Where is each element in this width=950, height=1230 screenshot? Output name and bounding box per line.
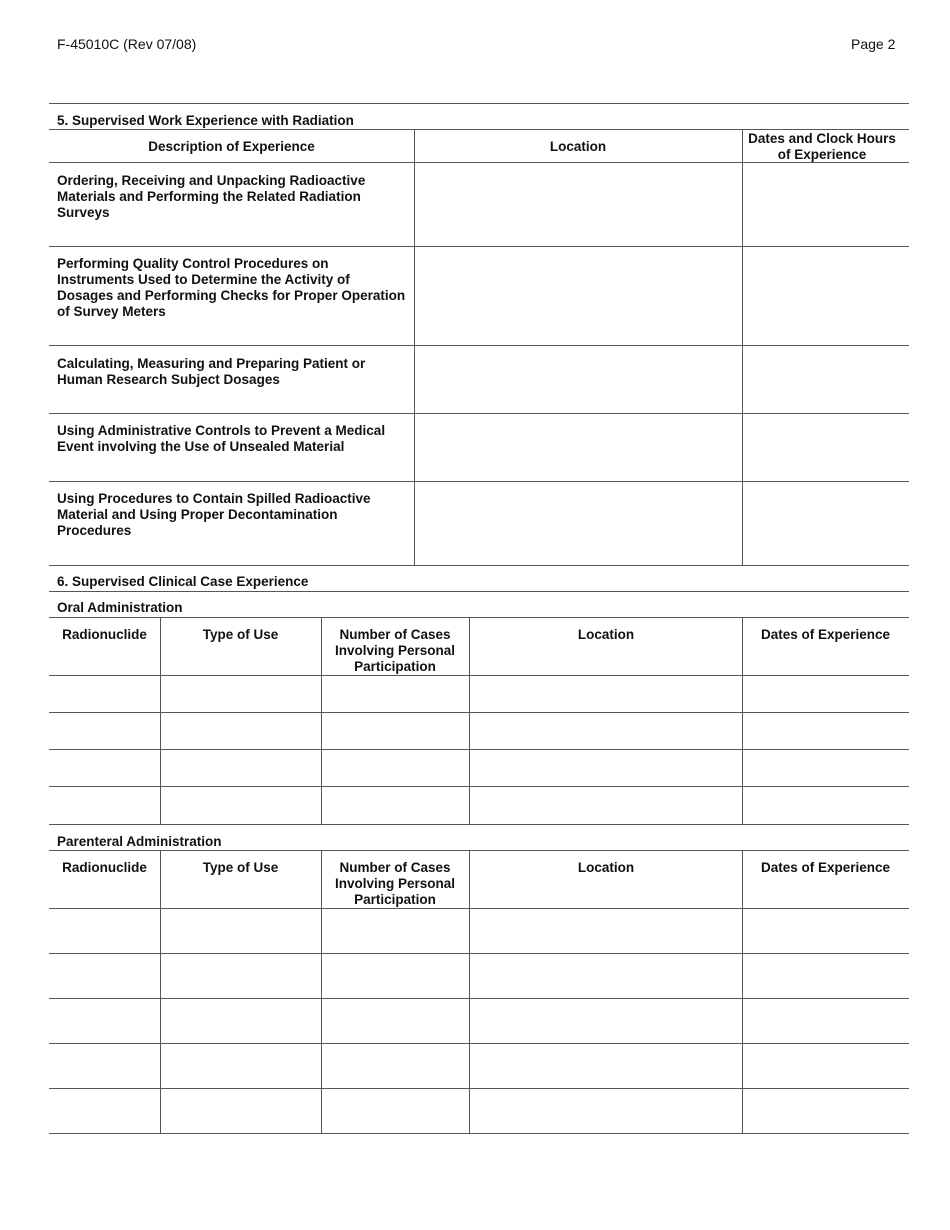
form-id: F-45010C (Rev 07/08) xyxy=(57,36,197,52)
col-header-location: Location xyxy=(549,139,607,154)
location-field[interactable] xyxy=(415,346,741,413)
dates-hours-field[interactable] xyxy=(743,247,909,345)
oral-entry-row[interactable] xyxy=(49,787,909,824)
column-divider xyxy=(414,129,415,565)
divider xyxy=(49,565,909,566)
experience-row-desc: Calculating, Measuring and Preparing Patient or Human Research Subject Dosages xyxy=(57,356,366,387)
location-field[interactable] xyxy=(415,163,741,246)
col-header-location: Location xyxy=(577,627,635,642)
col-header-radionuclide: Radionuclide xyxy=(62,860,147,875)
parenteral-entry-row[interactable] xyxy=(49,909,909,953)
dates-hours-field[interactable] xyxy=(743,414,909,481)
divider xyxy=(49,824,909,825)
experience-row-desc: Performing Quality Control Procedures on Instruments Used to Determine the Activity of Dosages and Performing Checks for Proper Operation of Survey Meters xyxy=(57,256,406,319)
location-field[interactable] xyxy=(415,414,741,481)
col-header-location: Location xyxy=(577,860,635,875)
col-header-description: Description of Experience xyxy=(148,139,315,154)
page-number: Page 2 xyxy=(851,36,896,52)
parenteral-entry-row[interactable] xyxy=(49,1089,909,1133)
oral-entry-row[interactable] xyxy=(49,713,909,749)
col-header-dates: Dates of Experience xyxy=(760,860,891,875)
oral-entry-row[interactable] xyxy=(49,750,909,786)
parenteral-entry-row[interactable] xyxy=(49,954,909,998)
parenteral-admin-title: Parenteral Administration xyxy=(57,834,222,849)
experience-row-desc: Using Procedures to Contain Spilled Radioactive Material and Using Proper Decontamination Procedures xyxy=(57,491,371,538)
oral-entry-row[interactable] xyxy=(49,676,909,712)
dates-hours-field[interactable] xyxy=(743,346,909,413)
col-header-dates-hours: Dates and Clock Hours of Experience xyxy=(748,131,896,162)
col-header-dates: Dates of Experience xyxy=(760,627,891,642)
experience-row-desc: Ordering, Receiving and Unpacking Radioactive Materials and Performing the Related Radiation Surveys xyxy=(57,173,366,220)
divider xyxy=(49,103,909,104)
divider xyxy=(49,129,909,130)
dates-hours-field[interactable] xyxy=(743,163,909,246)
col-header-number-of-cases: Number of Cases Involving Personal Participation xyxy=(334,627,456,674)
divider xyxy=(49,1133,909,1134)
parenteral-entry-row[interactable] xyxy=(49,1044,909,1088)
section5-title: 5. Supervised Work Experience with Radiation xyxy=(57,113,354,128)
col-header-type-of-use: Type of Use xyxy=(202,860,279,875)
col-header-number-of-cases: Number of Cases Involving Personal Participation xyxy=(334,860,456,907)
section6-title: 6. Supervised Clinical Case Experience xyxy=(57,574,309,589)
col-header-radionuclide: Radionuclide xyxy=(62,627,147,642)
location-field[interactable] xyxy=(415,247,741,345)
parenteral-entry-row[interactable] xyxy=(49,999,909,1043)
dates-hours-field[interactable] xyxy=(743,482,909,565)
divider xyxy=(49,617,909,618)
divider xyxy=(49,591,909,592)
divider xyxy=(49,850,909,851)
col-header-type-of-use: Type of Use xyxy=(202,627,279,642)
oral-admin-title: Oral Administration xyxy=(57,600,183,615)
experience-row-desc: Using Administrative Controls to Prevent a Medical Event involving the Use of Unsealed Material xyxy=(57,423,386,454)
location-field[interactable] xyxy=(415,482,741,565)
column-divider xyxy=(742,129,743,565)
